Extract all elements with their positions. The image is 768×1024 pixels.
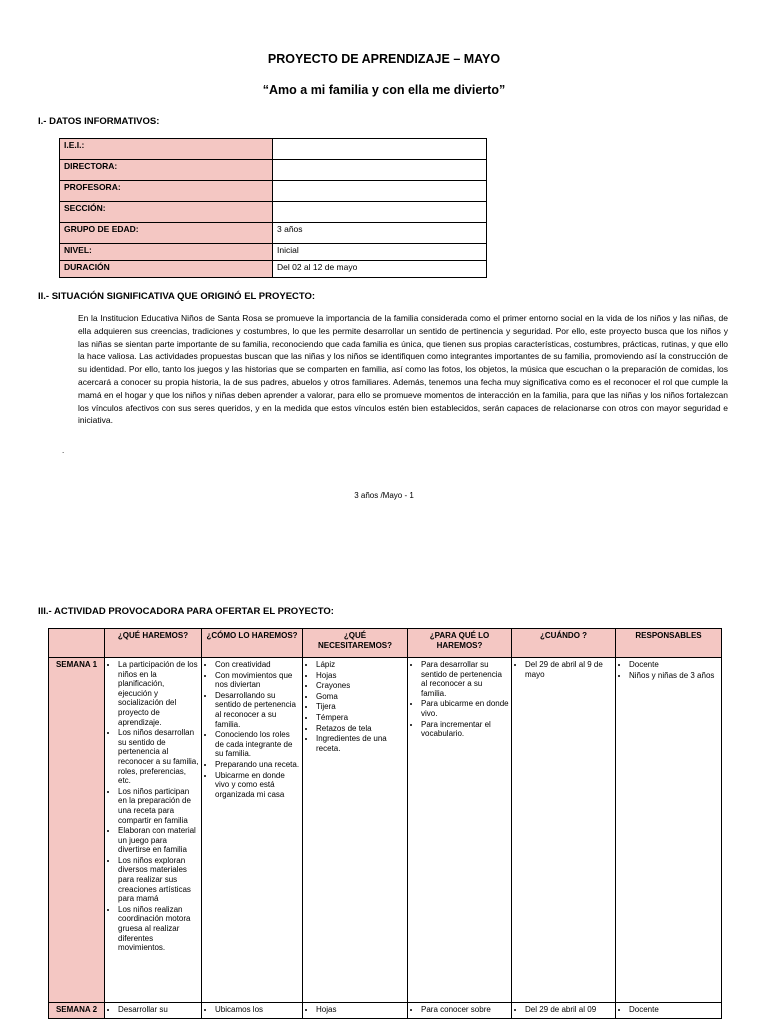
info-value: Del 02 al 12 de mayo [273,261,487,278]
info-label: NIVEL: [60,244,273,261]
bullet-list [514,660,613,679]
info-row-directora [60,160,487,181]
cell-necesitaremos [303,1003,408,1019]
section-3-heading: III.- ACTIVIDAD PROVOCADORA PARA OFERTAR EL PROYECTO: [38,606,334,617]
list-item: • Para incrementar el vocabulario. [421,720,509,739]
header-como: ¿CÓMO LO HAREMOS? [202,629,303,658]
list-item: • Docente [629,1005,719,1015]
info-row-nivel [60,244,487,261]
significant-situation-text: En la Institucion Educativa Niños de Santa Rosa se promueve la importancia de la familia considerada como el primer entorno social en la vida de los niños y las niñas, de ella adquieren sus creencias, tradiciones y costumbres, lo que les permite desarrollar un sentido de pertinencia y seguridad. Por ello, este proyecto busca que los niños y las niñas se sientan parte importante de su familia, reconociendo que cada familia es única, que tienen sus propias características, costumbres, prácticas, rutinas, y que ello la hace valiosa. Las actividades propuestas buscan que las niñas y los niños se identifiquen como integrantes importantes de su familia, promoviendo así la construcción de su identidad. Por ello, tanto los juegos y las historias que se comparten en familia, así como las fotos, los objetos, la música que escuchan o la preparación de comidas, los acercará a conocer su propia historia, la de sus padres, abuelos y otros familiares. Además, tenemos una fecha muy significativa como es el reconocer el rol que cumple la mamá en el hogar y que los niños y niñas deben aprender a valorar, para ello se promueve momentos de interacción en la familia, para que las niñas y los niños fortalezcan los vínculos afectivos con sus seres queridos, y en la medida que estos vínculos estén bien establecidos, serán capaces de relacionarse con otros con mayor seguridad e iniciativa. [78,313,728,426]
page-footer: 3 años /Mayo - 1 [354,491,414,500]
section-2-heading: II.- SITUACIÓN SIGNIFICATIVA QUE ORIGINÓ EL PROYECTO: [38,291,316,302]
list-item: • Niños y niñas de 3 años [629,671,719,681]
info-row-profesora [60,181,487,202]
section-1-heading: I.- DATOS INFORMATIVOS: [38,116,160,127]
list-item: • Tijera [316,702,405,712]
bullet-list [618,660,719,680]
bullet-list [305,1005,405,1015]
list-item: • Los niños exploran diversos materiales para realizar sus creaciones artísticas para mamá [118,856,199,904]
bullet-list [204,1005,300,1015]
info-label: GRUPO DE EDAD: [60,223,273,244]
bullet-list [305,660,405,753]
list-item: • Del 29 de abril al 09 [525,1005,613,1015]
list-item: • Goma [316,692,405,702]
list-item: • Lápiz [316,660,405,670]
info-row-seccion [60,202,487,223]
cell-que [105,658,202,1003]
list-item: • Los niños participan en la preparación de una receta para compartir en familia [118,787,199,825]
week-label: SEMANA 2 [49,1003,105,1019]
bullet-list [618,1005,719,1015]
cell-para-que [408,1003,512,1019]
cell-responsables [616,1003,722,1019]
header-responsables: RESPONSABLES [616,629,722,658]
info-value: 3 años [273,223,487,244]
week-label: SEMANA 1 [49,658,105,1003]
list-item: • Hojas [316,1005,405,1015]
cell-cuando [512,658,616,1003]
header-week [49,629,105,658]
list-item: • Los niños desarrollan su sentido de pertenencia al reconocer a su familia, roles, preferencias, etc. [118,728,199,786]
info-row-iei [60,139,487,160]
document-subtitle: “Amo a mi familia y con ella me divierto” [262,83,506,97]
list-item: • Con movimientos que nos diviertan [215,671,300,690]
bullet-list [514,1005,613,1015]
list-item: • Hojas [316,671,405,681]
info-row-duracion [60,261,487,278]
bullet-list [204,660,300,799]
list-item: • Desarrollando su sentido de pertenencia al reconocer a su familia. [215,691,300,729]
info-value [273,139,487,160]
activity-header-row [49,629,722,658]
header-cuando: ¿CUÁNDO ? [512,629,616,658]
info-label: PROFESORA: [60,181,273,202]
list-item: • Para desarrollar su sentido de pertenencia al reconocer a su familia. [421,660,509,698]
list-item: • Del 29 de abril al 9 de mayo [525,660,613,679]
info-label: DURACIÓN [60,261,273,278]
list-item: • Desarrollar su [118,1005,199,1015]
trailing-dot: . [62,446,65,455]
list-item: • Con creatividad [215,660,300,670]
cell-para-que [408,658,512,1003]
list-item: • Ubicamos los [215,1005,300,1015]
list-item: • Crayones [316,681,405,691]
list-item: • Para conocer sobre [421,1005,509,1015]
cell-necesitaremos [303,658,408,1003]
list-item: • Retazos de tela [316,724,405,734]
bullet-list [107,1005,199,1015]
cell-responsables [616,658,722,1003]
week-row [49,1003,722,1019]
info-label: I.E.I.: [60,139,273,160]
info-table [59,138,487,278]
week-row [49,658,722,1003]
cell-cuando [512,1003,616,1019]
bullet-list [410,660,509,739]
list-item: • Elaboran con material un juego para divertirse en familia [118,826,199,855]
list-item: • Témpera [316,713,405,723]
list-item: • Ubicarme en donde vivo y como está organizada mi casa [215,771,300,800]
bullet-list [107,660,199,953]
list-item: • Docente [629,660,719,670]
info-label: DIRECTORA: [60,160,273,181]
activity-table [48,628,722,1019]
header-necesitaremos: ¿QUÉ NECESITAREMOS? [303,629,408,658]
cell-que [105,1003,202,1019]
document-title: PROYECTO DE APRENDIZAJE – MAYO [267,52,501,66]
info-label: SECCIÓN: [60,202,273,223]
list-item: • Preparando una receta. [215,760,300,770]
info-value: Inicial [273,244,487,261]
list-item: • La participación de los niños en la planificación, ejecución y socialización del proyecto de aprendizaje. [118,660,199,727]
info-value [273,202,487,223]
cell-como [202,1003,303,1019]
bullet-list [410,1005,509,1015]
info-value [273,160,487,181]
list-item: • Para ubicarme en donde vivo. [421,699,509,718]
list-item: • Ingredientes de una receta. [316,734,405,753]
info-row-grupo-edad [60,223,487,244]
info-value [273,181,487,202]
list-item: • Los niños realizan coordinación motora gruesa al realizar diferentes movimientos. [118,905,199,953]
cell-como [202,658,303,1003]
list-item: • Conociendo los roles de cada integrante de su familia. [215,730,300,759]
header-que: ¿QUÉ HAREMOS? [105,629,202,658]
header-para-que: ¿PARA QUÉ LO HAREMOS? [408,629,512,658]
